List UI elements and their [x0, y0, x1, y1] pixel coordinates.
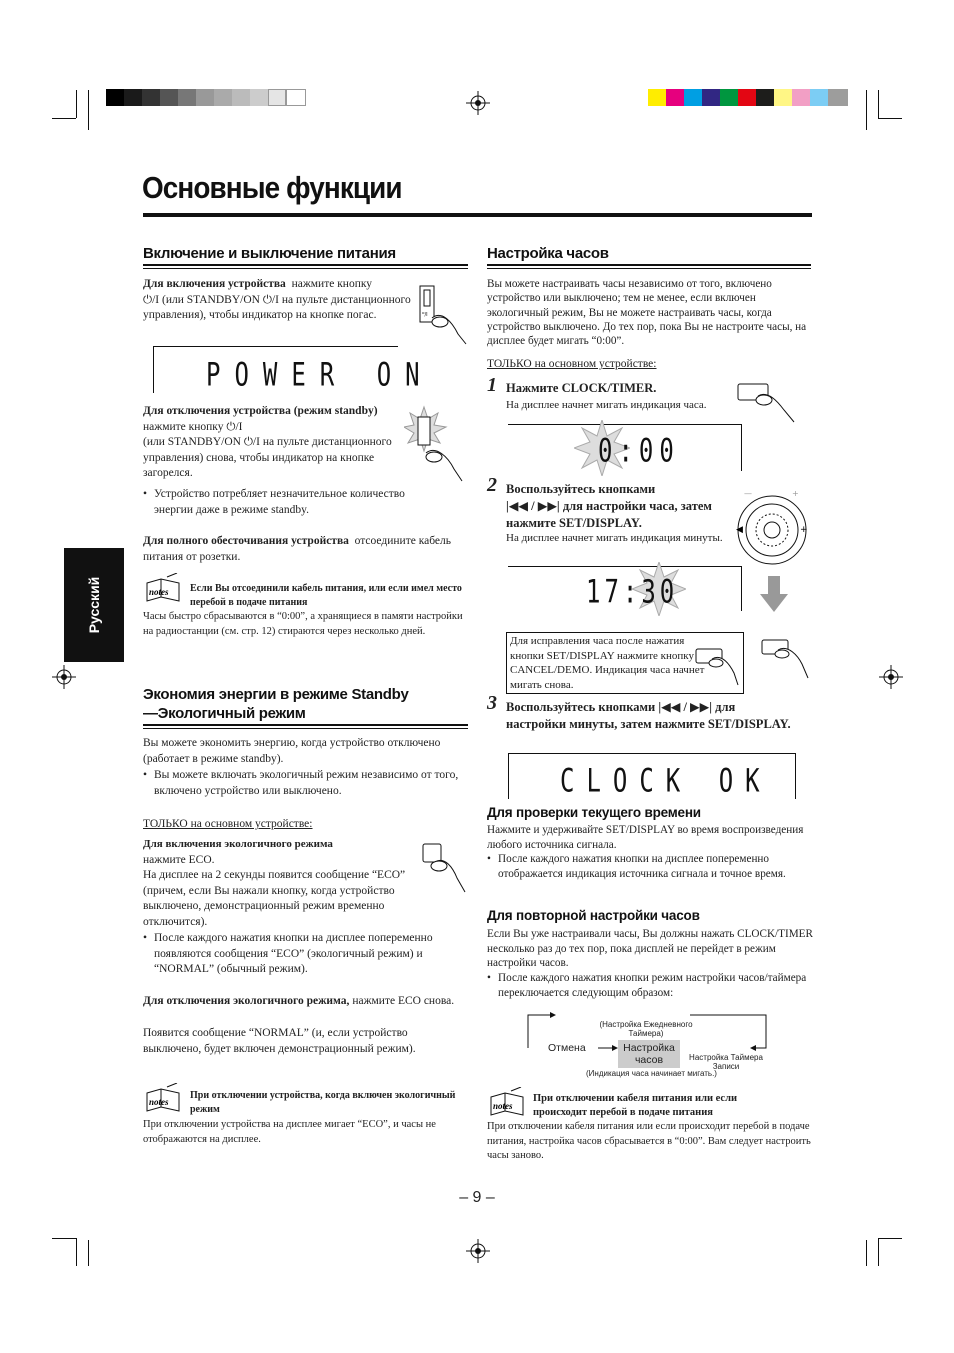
power-symbol-icon: ⏻/I: [262, 293, 279, 306]
notes-title: Если Вы отсоединили кабель питания, или если имел место перебой в подаче питания: [190, 583, 462, 608]
eco-off-paragraph: Для отключения экологичного режима, нажмите ECO снова.: [143, 995, 455, 1007]
eco-intro: Вы можете экономить энергию, когда устройство отключено (работает в режиме standby).: [143, 737, 441, 765]
lcd-clock-hour-text: 0:00: [598, 432, 680, 470]
power-on-paragraph: Для включения устройства нажмите кнопку ⏻/I (или STANDBY/ON ⏻/I на пульте дистанционного управления), чтобы индикатор на кнопке погас.: [143, 278, 411, 321]
eco-on-text1: нажмите ECO.: [143, 854, 215, 866]
power-off-paragraph: Для отключения устройства (режим standby) нажмите кнопку ⏻/I (или STANDBY/ON ⏻/I на пульте дистанционного управления) снова, чтобы индикатор на кнопке загорелся.: [143, 405, 392, 479]
registration-mark-icon: [466, 1239, 490, 1263]
svg-text:◀: ◀: [736, 525, 743, 535]
list-item: • После каждого нажатия кнопки на дисплее попеременно появляются сообщения “ECO” (экологичный режим) и “NORMAL” (обычный режим).: [143, 931, 468, 978]
cancel-demo-button-press-icon: [694, 645, 740, 689]
notes-icon: [145, 573, 181, 605]
notes-title: При отключении устройства, когда включен экологичный режим: [190, 1090, 456, 1115]
hour-blink-note: (Индикация часа начинает мигать.): [586, 1069, 717, 1078]
registration-mark-icon: [52, 665, 76, 689]
language-tab: [64, 548, 124, 662]
power-symbol-icon: ⏻/I: [243, 436, 260, 448]
set-display-button-press-icon: [760, 636, 810, 684]
eco-on-list: [143, 931, 468, 978]
svg-text:—: —: [744, 489, 752, 498]
power-off-list: [143, 487, 411, 518]
title-rule: [143, 213, 812, 217]
step1-text: На дисплее начнет мигать индикация часа.: [506, 399, 707, 411]
lcd-power-on-text: POWER ON: [206, 356, 434, 394]
step-number: 2: [487, 474, 497, 496]
eco-on-label: Для включения экологичного режима: [143, 838, 333, 850]
multi-control-dial-icon: [734, 488, 810, 568]
svg-text:notes: notes: [149, 587, 169, 597]
daily-timer-label: (Настройка Ежедневного Таймера): [599, 1020, 693, 1038]
step-number: 1: [487, 374, 497, 396]
step2-text: На дисплее начнет мигать индикация минуты.: [506, 532, 723, 544]
registration-mark-icon: [466, 91, 490, 115]
check-time-text: Нажмите и удерживайте SET/DISPLAY во время воспроизведения любого источника сигнала.: [487, 824, 804, 851]
arrow-down-icon: [760, 576, 788, 612]
check-time-list: [487, 852, 799, 881]
power-button-press-icon: [412, 282, 468, 348]
cancel-label: Отмена: [548, 1042, 586, 1054]
lcd-clock-minute-text: 17:30: [586, 573, 679, 611]
lcd-clock-ok-text: CLOCK OK: [560, 762, 772, 800]
heading-rule: [143, 264, 468, 269]
page-number: – 9 –: [459, 1189, 495, 1206]
skip-buttons-icon: |◀◀ / ▶▶|: [658, 700, 713, 714]
notes-icon: [145, 1083, 181, 1115]
notes-icon: [489, 1087, 525, 1119]
power-symbol-icon: ⏻/I: [226, 420, 243, 433]
heading-rule: [143, 724, 468, 729]
notes-title: При отключении кабеля питания или если происходит перебой в подаче питания: [533, 1093, 738, 1118]
reset-clock-heading: Для повторной настройки часов: [487, 908, 700, 923]
skip-buttons-icon: |◀◀ / ▶▶|: [506, 499, 560, 513]
reset-clock-list: [487, 971, 807, 1000]
heading-rule: [487, 264, 811, 269]
clock-only-main: ТОЛЬКО на основном устройстве:: [487, 358, 657, 370]
step-number: 3: [487, 692, 497, 714]
set-clock-label: Настройка часов: [618, 1040, 680, 1068]
eco-heading: Экономия энергии в режиме Standby —Экологичный режим: [143, 686, 409, 722]
step3-title: Воспользуйтесь кнопками |◀◀ / ▶▶| для настройки минуты, затем нажмите SET/DISPLAY.: [506, 700, 791, 731]
svg-text:notes: notes: [149, 1097, 169, 1107]
full-power-off-paragraph: Для полного обесточивания устройства отсоедините кабель питания от розетки.: [143, 535, 452, 563]
notes-text: При отключении кабеля питания или если происходит перебой в подаче питания, настройка часов сбрасывается в “0:00”. Вам следует настроить часы заново.: [487, 1121, 811, 1161]
notes-text: Часы быстро сбрасываются в “0:00”, а хранящиеся в памяти настройки на радиостанции (см. стр. 12) стираются через несколько дней.: [143, 611, 463, 637]
registration-mark-icon: [879, 665, 903, 689]
eco-off-text2: Появится сообщение “NORMAL” (и, если устройство выключено, будет включен демонстрационный режим).: [143, 1027, 416, 1055]
check-time-heading: Для проверки текущего времени: [487, 805, 701, 820]
list-item: • Устройство потребляет незначительное количество энергии даже в режиме standby.: [143, 487, 411, 518]
clock-intro: Вы можете настраивать часы независимо от того, включено устройство или выключено; тем не менее, если включен экологичный режим, Вы не можете настраивать часы, когда устройство выключено. До тех пор, пока Вы не настроите часы, на дисплее будет мигать “0:00”.: [487, 278, 807, 348]
power-symbol-icon: ⏻/I: [143, 293, 160, 306]
fix-hour-text: Для исправления часа после нажатия кнопки SET/DISPLAY нажмите кнопку CANCEL/DEMO. Индикация часа начнет мигать снова.: [510, 635, 705, 691]
step2-title: Воспользуйтесь кнопками |◀◀ / ▶▶| для настройки часа, затем нажмите SET/DISPLAY.: [506, 482, 712, 530]
notes-text: При отключении устройства на дисплее мигает “ECO”, и часы не отображаются на дисплее.: [143, 1119, 436, 1145]
eco-on-text2: На дисплее на 2 секунды появится сообщение “ECO” (причем, если Вы нажали кнопку, когда устройство выключено, демонстрационный режим временно отключится).: [143, 869, 406, 928]
power-button-lit-icon: [404, 405, 468, 487]
page-title: Основные функции: [142, 170, 402, 205]
power-heading: Включение и выключение питания: [143, 245, 396, 262]
list-item: • После каждого нажатия кнопки на дисплее попеременно отображается индикация источника сигнала и точное время.: [487, 852, 799, 881]
svg-text:+: +: [792, 489, 799, 498]
language-tab-label: Русский: [86, 576, 102, 634]
eco-button-press-icon: [417, 840, 469, 896]
eco-intro-list: [143, 768, 468, 799]
list-item: • Вы можете включать экологичный режим независимо от того, включено устройство или выключено.: [143, 768, 468, 799]
svg-text:notes: notes: [493, 1101, 513, 1111]
clock-timer-button-press-icon: [736, 380, 800, 426]
svg-text:+: +: [800, 525, 808, 535]
clock-heading: Настройка часов: [487, 245, 609, 262]
svg-text:ᴼ/I: ᴼ/I: [422, 312, 428, 318]
list-item: • После каждого нажатия кнопки режим настройки часов/таймера переключается следующим образом:: [487, 971, 807, 1000]
reset-clock-text: Если Вы уже настраивали часы, Вы должны нажать CLOCK/TIMER несколько раз до тех пор, пока дисплей не перейдет в режим настройки часов.: [487, 928, 813, 969]
rec-timer-label: Настройка Таймера Записи: [689, 1053, 763, 1071]
eco-only-main: ТОЛЬКО на основном устройстве:: [143, 818, 313, 830]
step1-title: Нажмите CLOCK/TIMER.: [506, 381, 657, 395]
